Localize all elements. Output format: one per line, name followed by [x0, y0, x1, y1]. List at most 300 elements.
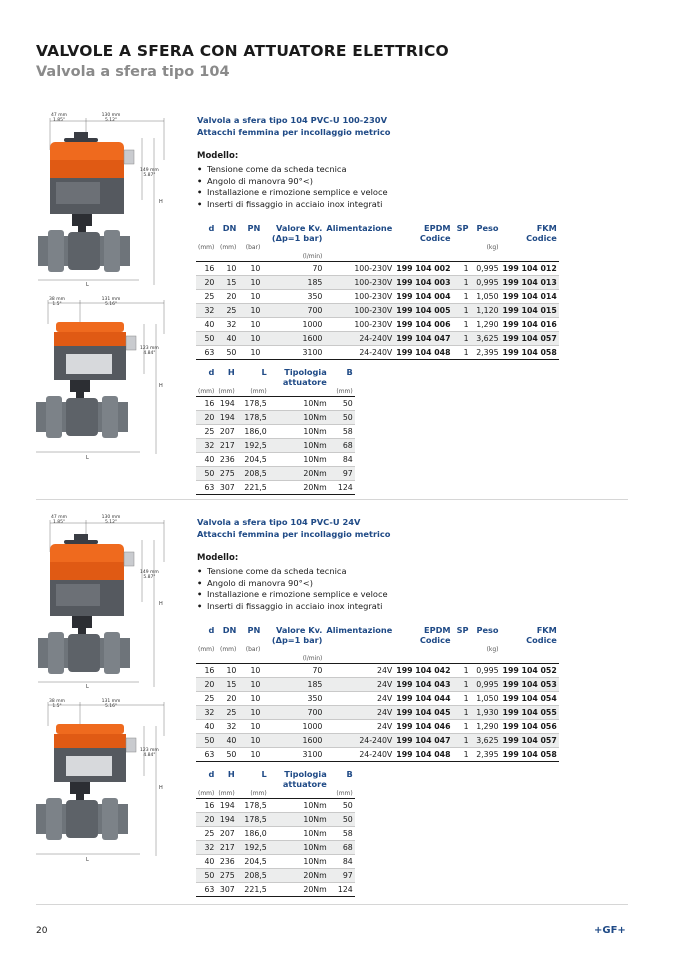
dimension-label: 38 mm 1.5": [49, 699, 65, 709]
column-unit: (mm): [198, 388, 215, 395]
column-header: [471, 635, 501, 645]
table-cell: 24-240V: [324, 734, 394, 748]
table-cell: 10: [216, 262, 238, 276]
column-unit: (mm): [218, 790, 235, 797]
table-cell: 32: [216, 720, 238, 734]
section-title: Valvola a sfera tipo 104 PVC-U 100-230V Attacchi femmina per incollaggio metrico: [197, 115, 391, 137]
table-cell: 194: [216, 397, 236, 411]
dimension-label: 47 mm 1.85": [51, 515, 67, 525]
table-cell: 40: [196, 855, 216, 869]
table-cell: 178,5: [237, 397, 269, 411]
table-cell: 50: [196, 467, 216, 481]
table-cell: 208,5: [237, 869, 269, 883]
dimension-label: 131 mm 5.16": [101, 297, 121, 307]
dimension-label-h: H: [159, 199, 163, 205]
table-cell: 199 104 048: [394, 748, 452, 762]
table-cell: 10: [238, 290, 262, 304]
column-header: d: [208, 769, 215, 779]
table-cell: 20Nm: [269, 481, 329, 495]
table-row: [196, 813, 355, 827]
table-cell: 3,625: [471, 332, 501, 346]
column-header: [324, 233, 394, 243]
table-cell: 10Nm: [269, 425, 329, 439]
column-header: [471, 233, 501, 243]
dimension-label-h: H: [159, 383, 163, 389]
column-unit: (mm): [198, 244, 215, 251]
column-header: [216, 377, 236, 387]
table-row: [196, 346, 559, 360]
column-header: Codice: [419, 233, 451, 243]
column-unit: [453, 645, 471, 654]
table-cell: 1000: [262, 720, 324, 734]
table-cell: 1: [453, 664, 471, 678]
column-header: d: [208, 367, 215, 377]
dimensions-table: [196, 367, 355, 495]
table-cell: 700: [262, 706, 324, 720]
table-cell: 40: [196, 318, 216, 332]
table-cell: 178,5: [237, 813, 269, 827]
column-unit: [269, 789, 329, 799]
table-row: [196, 748, 559, 762]
table-cell: 50: [329, 813, 355, 827]
column-header: Peso: [476, 625, 499, 635]
table-row: [196, 869, 355, 883]
column-header: Tipologia: [284, 367, 327, 377]
table-cell: 32: [196, 706, 216, 720]
table-cell: 1: [453, 692, 471, 706]
table-row: [196, 692, 559, 706]
column-header: Alimentazione: [326, 625, 393, 635]
table-cell: 10: [238, 262, 262, 276]
page-title: VALVOLE A SFERA CON ATTUATORE ELETTRICO: [36, 42, 449, 60]
table-cell: 50: [216, 748, 238, 762]
table-cell: 199 104 052: [501, 664, 559, 678]
table-cell: 199 104 057: [501, 734, 559, 748]
table-cell: 192,5: [237, 841, 269, 855]
table-row: [196, 411, 355, 425]
table-cell: 208,5: [237, 467, 269, 481]
column-unit: (mm): [250, 388, 267, 395]
column-header: Tipologia: [284, 769, 327, 779]
table-cell: 1: [453, 304, 471, 318]
table-row: [196, 276, 559, 290]
dimensions-table: [196, 769, 355, 897]
table-cell: 100-230V: [324, 318, 394, 332]
table-cell: 15: [216, 276, 238, 290]
table-cell: 194: [216, 813, 236, 827]
table-row: [196, 678, 559, 692]
dimension-label: 47 mm 1.85": [51, 113, 67, 123]
table-cell: 10Nm: [269, 453, 329, 467]
table-cell: 10Nm: [269, 799, 329, 813]
table-cell: 199 104 058: [501, 346, 559, 360]
table-row: [196, 397, 355, 411]
table-cell: 63: [196, 346, 216, 360]
column-header: SP: [456, 625, 469, 635]
table-cell: 1000: [262, 318, 324, 332]
column-header: [324, 635, 394, 645]
table-cell: 199 104 043: [394, 678, 452, 692]
column-unit: [501, 645, 559, 654]
table-cell: 0,995: [471, 276, 501, 290]
table-cell: 50: [216, 346, 238, 360]
table-cell: 50: [196, 332, 216, 346]
table-row: [196, 304, 559, 318]
table-cell: 3100: [262, 346, 324, 360]
table-cell: 50: [329, 397, 355, 411]
table-cell: 100-230V: [324, 304, 394, 318]
dimension-label-h: H: [159, 601, 163, 607]
table-cell: 10: [238, 346, 262, 360]
column-header: [453, 233, 471, 243]
column-header: [216, 779, 236, 789]
table-cell: 0,995: [471, 664, 501, 678]
table-cell: 16: [196, 664, 216, 678]
column-header: FKM: [536, 223, 557, 233]
column-unit: [262, 645, 324, 654]
table-cell: 10: [238, 678, 262, 692]
column-unit: [269, 387, 329, 397]
table-cell: 199 104 016: [501, 318, 559, 332]
table-cell: 185: [262, 678, 324, 692]
table-cell: 10: [238, 692, 262, 706]
table-cell: 199 104 047: [394, 734, 452, 748]
column-header: SP: [456, 223, 469, 233]
table-cell: 0,995: [471, 678, 501, 692]
table-cell: 40: [216, 734, 238, 748]
feature-item: • Angolo di manovra 90°<): [197, 176, 388, 188]
table-cell: 221,5: [237, 883, 269, 897]
table-cell: 100-230V: [324, 290, 394, 304]
table-cell: 40: [196, 720, 216, 734]
table-cell: 3100: [262, 748, 324, 762]
table-row: [196, 720, 559, 734]
table-cell: 350: [262, 290, 324, 304]
column-header: [196, 779, 216, 789]
table-cell: 32: [216, 318, 238, 332]
table-cell: 68: [329, 841, 355, 855]
table-cell: 24V: [324, 706, 394, 720]
column-header: Peso: [476, 223, 499, 233]
table-cell: 10: [238, 304, 262, 318]
table-cell: 194: [216, 411, 236, 425]
table-cell: 1: [453, 734, 471, 748]
table-cell: 63: [196, 481, 216, 495]
table-cell: 24-240V: [324, 748, 394, 762]
table-row: [196, 799, 355, 813]
table-cell: 1600: [262, 332, 324, 346]
table-row: [196, 425, 355, 439]
table-cell: 50: [196, 734, 216, 748]
table-cell: 100-230V: [324, 276, 394, 290]
table-cell: 10: [238, 332, 262, 346]
column-header: Valore Kv.: [275, 223, 323, 233]
table-cell: 25: [196, 827, 216, 841]
table-cell: 32: [196, 439, 216, 453]
column-header: L: [261, 367, 267, 377]
table-row: [196, 481, 355, 495]
table-cell: 10Nm: [269, 397, 329, 411]
column-unit: (kg): [486, 646, 499, 653]
table-cell: 1: [453, 276, 471, 290]
table-cell: 15: [216, 678, 238, 692]
table-cell: 199 104 005: [394, 304, 452, 318]
feature-item: • Angolo di manovra 90°<): [197, 578, 388, 590]
table-cell: 97: [329, 869, 355, 883]
table-row: [196, 318, 559, 332]
column-header: (Δp=1 bar): [271, 233, 323, 243]
table-cell: 1,120: [471, 304, 501, 318]
table-cell: 50: [329, 799, 355, 813]
column-header: (Δp=1 bar): [271, 635, 323, 645]
table-row: [196, 262, 559, 276]
section-title: Valvola a sfera tipo 104 PVC-U 24V Attacchi femmina per incollaggio metrico: [197, 517, 391, 539]
table-cell: 24V: [324, 678, 394, 692]
table-cell: 58: [329, 425, 355, 439]
table-cell: 1: [453, 346, 471, 360]
table-cell: 10Nm: [269, 827, 329, 841]
column-unit: [501, 243, 559, 252]
table-cell: 1600: [262, 734, 324, 748]
table-cell: 10: [238, 664, 262, 678]
table-cell: 20: [196, 678, 216, 692]
column-unit: [394, 243, 452, 252]
table-cell: 63: [196, 748, 216, 762]
table-cell: 63: [196, 883, 216, 897]
table-cell: 217: [216, 841, 236, 855]
table-cell: 16: [196, 262, 216, 276]
page-number: 20: [36, 926, 48, 936]
table-cell: 58: [329, 827, 355, 841]
table-cell: 10: [238, 706, 262, 720]
table-cell: 275: [216, 869, 236, 883]
column-unit: (l/min): [302, 253, 323, 260]
column-header: [196, 635, 216, 645]
table-cell: 10Nm: [269, 411, 329, 425]
table-cell: 186,0: [237, 425, 269, 439]
column-unit: [262, 243, 324, 252]
table-cell: 1,930: [471, 706, 501, 720]
table-cell: 10Nm: [269, 813, 329, 827]
footer-divider: [36, 904, 628, 905]
table-cell: 84: [329, 453, 355, 467]
column-header: attuatore: [282, 779, 327, 789]
table-cell: 199 104 053: [501, 678, 559, 692]
column-header: PN: [247, 625, 261, 635]
column-header: PN: [247, 223, 261, 233]
dimension-label-h: H: [159, 785, 163, 791]
column-header: Alimentazione: [326, 223, 393, 233]
table-cell: 1: [453, 318, 471, 332]
column-unit: [453, 243, 471, 252]
column-header: Codice: [526, 233, 557, 243]
column-header: Valore Kv.: [275, 625, 323, 635]
table-cell: 199 104 042: [394, 664, 452, 678]
column-unit: (bar): [245, 244, 261, 251]
table-cell: 10: [238, 748, 262, 762]
column-header: [238, 635, 262, 645]
table-cell: 25: [216, 706, 238, 720]
column-header: [237, 377, 269, 387]
table-cell: 199 104 014: [501, 290, 559, 304]
table-cell: 199 104 003: [394, 276, 452, 290]
table-cell: 24V: [324, 720, 394, 734]
feature-list: [197, 164, 388, 210]
table-cell: 24V: [324, 692, 394, 706]
table-cell: 25: [196, 692, 216, 706]
table-cell: 10Nm: [269, 855, 329, 869]
table-cell: 199 104 004: [394, 290, 452, 304]
table-cell: 10Nm: [269, 841, 329, 855]
table-cell: 186,0: [237, 827, 269, 841]
table-cell: 199 104 044: [394, 692, 452, 706]
table-cell: 236: [216, 453, 236, 467]
table-cell: 2,395: [471, 748, 501, 762]
dimension-label: 123 mm 4.84": [140, 346, 159, 356]
table-row: [196, 467, 355, 481]
valve-drawing-small: [36, 294, 186, 464]
table-cell: 700: [262, 304, 324, 318]
column-header: H: [227, 769, 235, 779]
table-cell: 199 104 006: [394, 318, 452, 332]
table-cell: 1: [453, 720, 471, 734]
column-header: EPDM: [423, 223, 451, 233]
table-row: [196, 453, 355, 467]
column-header: [238, 233, 262, 243]
table-cell: 10Nm: [269, 439, 329, 453]
table-cell: 10: [238, 276, 262, 290]
table-cell: 199 104 056: [501, 720, 559, 734]
column-unit: (mm): [198, 646, 215, 653]
table-cell: 192,5: [237, 439, 269, 453]
table-row: [196, 827, 355, 841]
table-cell: 199 104 045: [394, 706, 452, 720]
column-unit: (bar): [245, 646, 261, 653]
table-cell: 204,5: [237, 453, 269, 467]
table-row: [196, 439, 355, 453]
table-cell: 20: [216, 692, 238, 706]
column-unit: (mm): [198, 790, 215, 797]
feature-list: [197, 566, 388, 612]
table-cell: 1: [453, 290, 471, 304]
feature-item: • Installazione e rimozione semplice e veloce: [197, 589, 388, 601]
column-unit: [324, 243, 394, 252]
table-cell: 20: [196, 411, 216, 425]
column-header: d: [208, 223, 215, 233]
column-unit: (mm): [218, 388, 235, 395]
table-cell: 199 104 048: [394, 346, 452, 360]
table-cell: 124: [329, 481, 355, 495]
column-header: d: [208, 625, 215, 635]
specifications-table: [196, 223, 559, 360]
table-cell: 350: [262, 692, 324, 706]
column-header: [329, 377, 355, 387]
table-cell: 307: [216, 481, 236, 495]
table-cell: 221,5: [237, 481, 269, 495]
table-cell: 25: [196, 290, 216, 304]
table-cell: 199 104 013: [501, 276, 559, 290]
table-cell: 20Nm: [269, 883, 329, 897]
table-cell: 68: [329, 439, 355, 453]
table-cell: 10: [238, 734, 262, 748]
table-cell: 199 104 002: [394, 262, 452, 276]
table-cell: 70: [262, 664, 324, 678]
modello-label: Modello:: [197, 553, 239, 563]
table-cell: 25: [216, 304, 238, 318]
table-cell: 1,050: [471, 692, 501, 706]
dimension-label: 149 mm 5.87": [140, 168, 159, 178]
column-unit: [394, 645, 452, 654]
table-row: [196, 706, 559, 720]
table-cell: 307: [216, 883, 236, 897]
table-cell: 1,050: [471, 290, 501, 304]
table-cell: 25: [196, 425, 216, 439]
table-cell: 178,5: [237, 411, 269, 425]
table-cell: 178,5: [237, 799, 269, 813]
table-cell: 97: [329, 467, 355, 481]
table-cell: 84: [329, 855, 355, 869]
table-cell: 199 104 015: [501, 304, 559, 318]
table-cell: 50: [329, 411, 355, 425]
column-header: Codice: [526, 635, 557, 645]
column-header: Codice: [419, 635, 451, 645]
column-header: B: [346, 769, 353, 779]
table-cell: 1: [453, 678, 471, 692]
column-unit: (mm): [336, 388, 353, 395]
table-cell: 70: [262, 262, 324, 276]
column-unit: (mm): [250, 790, 267, 797]
column-unit: (l/min): [302, 655, 323, 662]
table-cell: 20: [216, 290, 238, 304]
column-header: L: [261, 769, 267, 779]
dimension-label: 130 mm 5.12": [101, 515, 121, 525]
table-cell: 199 104 047: [394, 332, 452, 346]
table-cell: 16: [196, 799, 216, 813]
table-cell: 20Nm: [269, 869, 329, 883]
table-row: [196, 855, 355, 869]
table-cell: 199 104 046: [394, 720, 452, 734]
dimension-label: 38 mm 1.5": [49, 297, 65, 307]
table-row: [196, 841, 355, 855]
dimension-label-l: L: [86, 455, 89, 461]
table-cell: 1: [453, 332, 471, 346]
feature-item: • Tensione come da scheda tecnica: [197, 164, 388, 176]
table-cell: 20: [196, 276, 216, 290]
section-divider: [36, 499, 628, 500]
table-cell: 24-240V: [324, 346, 394, 360]
feature-item: • Inserti di fissaggio in acciaio inox integrati: [197, 199, 388, 211]
column-header: DN: [222, 625, 237, 635]
column-header: [453, 635, 471, 645]
table-cell: 207: [216, 425, 236, 439]
column-header: FKM: [536, 625, 557, 635]
column-header: B: [346, 367, 353, 377]
column-header: [216, 635, 238, 645]
table-row: [196, 883, 355, 897]
column-header: DN: [222, 223, 237, 233]
table-cell: 275: [216, 467, 236, 481]
table-cell: 1,290: [471, 720, 501, 734]
feature-item: • Inserti di fissaggio in acciaio inox integrati: [197, 601, 388, 613]
valve-drawing-small: [36, 696, 186, 866]
table-cell: 10: [238, 720, 262, 734]
table-cell: 0,995: [471, 262, 501, 276]
table-cell: 1: [453, 262, 471, 276]
modello-label: Modello:: [197, 151, 239, 161]
table-cell: 217: [216, 439, 236, 453]
table-cell: 199 104 058: [501, 748, 559, 762]
table-cell: 20: [196, 813, 216, 827]
